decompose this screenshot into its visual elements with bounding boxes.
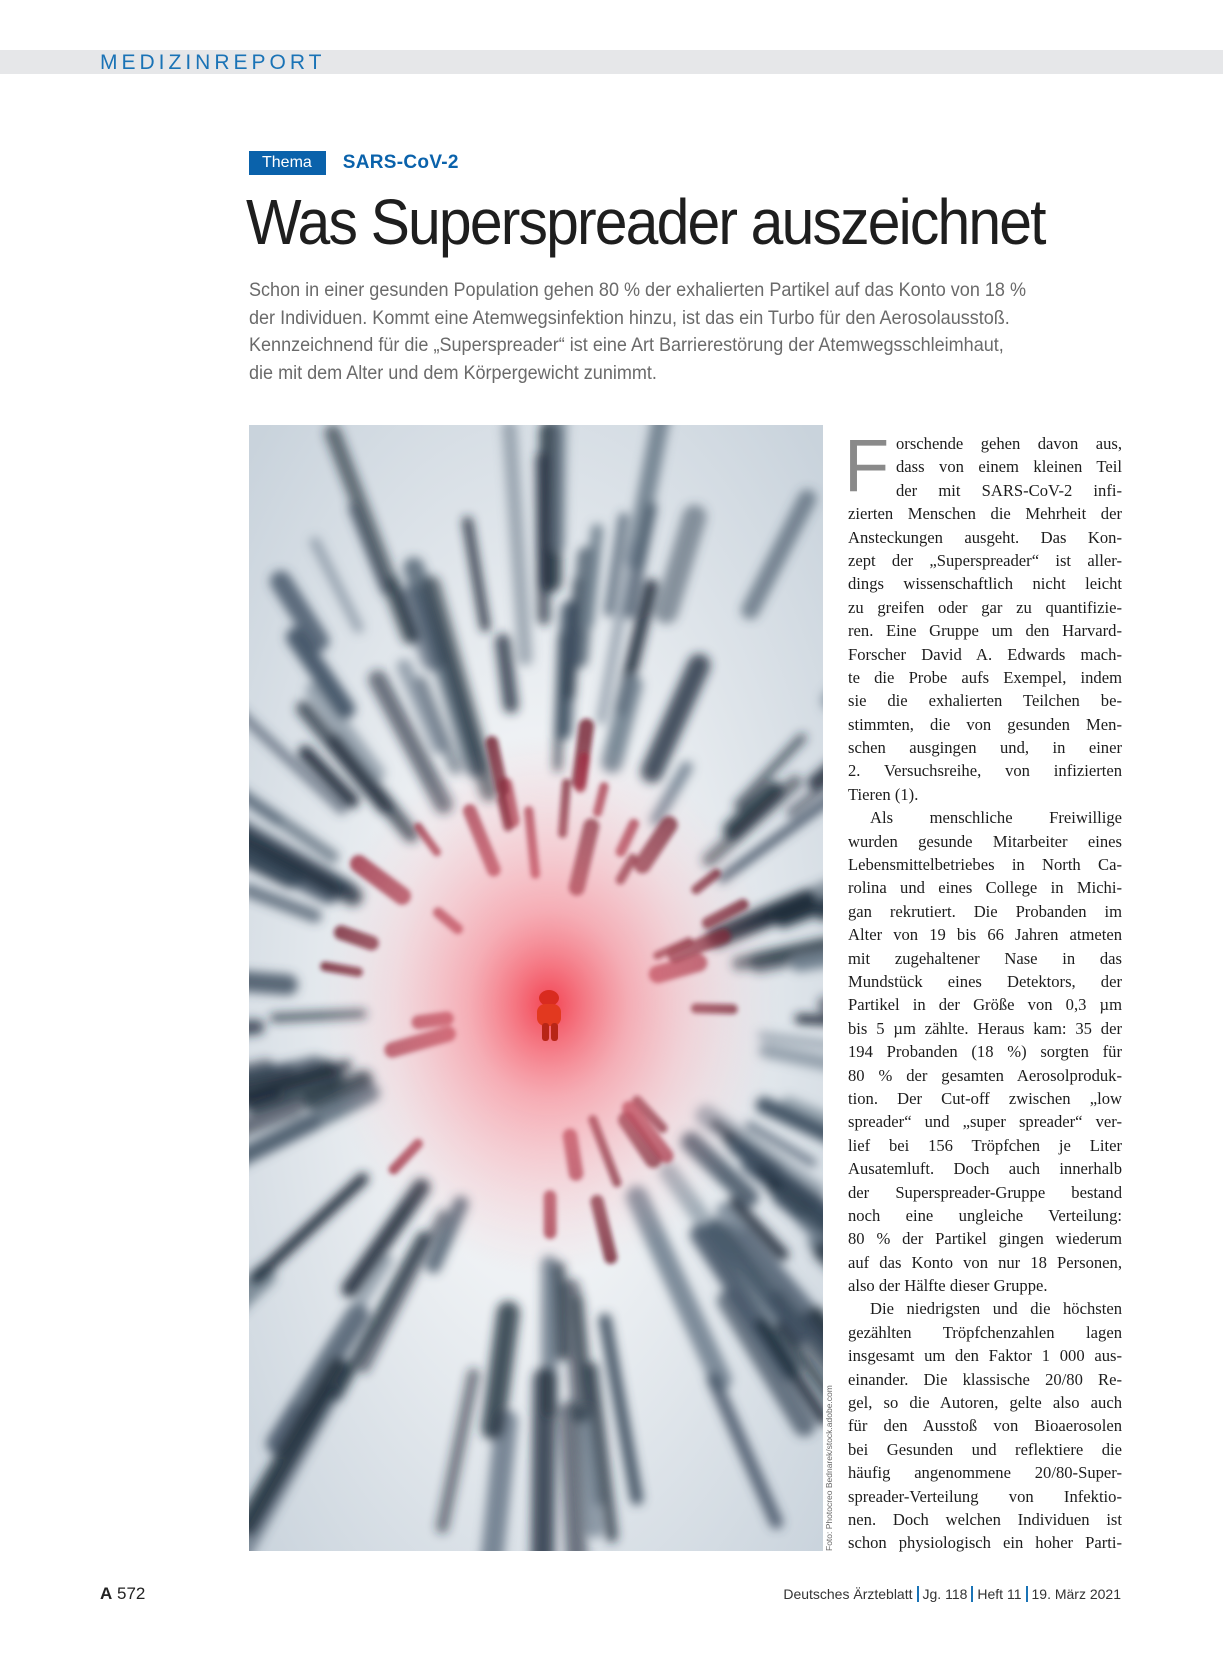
body-line: für den Ausstoß von Bioaerosolen [848,1416,1122,1436]
body-line: gezählten Tröpfchenzahlen lagen [848,1322,1122,1342]
article-lead [249,277,1067,388]
article-photo [249,425,823,1551]
body-line: sie die exhalierten Teilchen be- [848,691,1122,711]
journal-volume: Jg. 118 [922,1586,968,1602]
body-line: also der Hälfte dieser Gruppe. [848,1276,1048,1296]
separator [971,1586,973,1602]
lead-line: die mit dem Alter und dem Körpergewicht zunimmt. [249,362,657,385]
section-label: MEDIZINREPORT [100,51,326,74]
body-line: noch eine ungleiche Verteilung: [848,1205,1122,1225]
body-line: dass von einem kleinen Teil [896,457,1122,477]
body-line: einander. Die klassische 20/80 Re- [848,1369,1122,1389]
body-line: ren. Eine Gruppe um den Harvard- [848,621,1122,641]
body-line: Mundstück eines Detektors, der [848,971,1122,991]
body-line: zierten Menschen die Mehrheit der [848,504,1122,524]
body-line: auf das Konto von nur 18 Personen, [848,1252,1122,1272]
body-line: tion. Der Cut-off zwischen „low [848,1088,1122,1108]
body-line: mit zugehaltener Nase in das [848,948,1122,968]
body-line: Ansteckungen ausgeht. Das Kon- [848,527,1122,547]
body-line: bei Gesunden und reflektiere die [848,1439,1122,1459]
body-line: spreader“ und „super spreader“ ver- [848,1112,1122,1132]
crowd-motion-blur-image [249,425,823,1551]
body-line: Die niedrigsten und die höchsten [870,1299,1122,1319]
journal-issue: Heft 11 [977,1586,1022,1602]
body-line: orschende gehen davon aus, [896,434,1122,453]
body-line: Alter von 19 bis 66 Jahren atmeten [848,925,1122,945]
body-line: zept der „Superspreader“ ist aller- [848,550,1122,570]
body-line: gan rekrutiert. Die Probanden im [848,901,1122,921]
body-line: schen ausgingen und, in einer [848,738,1122,758]
body-line: stimmten, die von gesunden Men- [848,714,1122,734]
topic-label: SARS-CoV-2 [342,152,459,173]
body-line: bis 5 µm zählte. Heraus kam: 35 der [848,1018,1122,1038]
article-title: Was Superspreader auszeichnet [246,186,1045,258]
body-line: te die Probe aufs Exempel, indem [848,667,1122,687]
body-line: schon physiologisch ein hoher Parti- [848,1533,1122,1553]
topic-row [249,151,459,175]
image-credit: Foto: Photocreo Bednarek/stock.adobe.com [824,1385,834,1551]
lead-line: Schon in einer gesunden Population gehen 80 % der exhalierten Partikel auf das Konto von 18 % [249,279,1026,301]
journal-date: 19. März 2021 [1031,1586,1121,1602]
body-line: Partikel in der Größe von 0,3 µm [848,995,1122,1015]
journal-info [783,1586,1121,1602]
body-line: Lebensmittelbetriebes in North Ca- [848,855,1122,875]
separator [917,1586,919,1602]
body-line: der Superspreader-Gruppe bestand [848,1182,1122,1202]
body-line: 194 Probanden (18 %) sorgten für [848,1042,1122,1062]
body-line: 80 % der gesamten Aerosolproduk- [848,1065,1122,1085]
body-line: der mit SARS-CoV-2 infi- [896,480,1122,500]
body-line: lief bei 156 Tröpfchen je Liter [848,1135,1122,1155]
body-line: Als menschliche Freiwillige [870,808,1122,828]
body-line: Ausatemluft. Doch auch innerhalb [848,1159,1122,1179]
body-line: wurden gesunde Mitarbeiter eines [848,831,1122,851]
body-line: dings wissenschaftlich nicht leicht [848,574,1122,594]
page-prefix: A [100,1584,113,1603]
body-line: insgesamt um den Faktor 1 000 aus- [848,1346,1122,1366]
body-line: Tieren (1). [848,784,919,804]
page-number-value: 572 [117,1584,146,1603]
drop-cap: F [844,424,890,507]
lead-line: Kennzeichnend für die „Superspreader“ ist eine Art Barrierestörung der Atemwegsschleimhaut, [249,334,1004,357]
body-line: 2. Versuchsreihe, von infizierten [848,761,1122,781]
body-line: häufig angenommene 20/80-Super- [848,1463,1122,1483]
article-body [848,432,1122,1555]
page-number [100,1584,145,1604]
thema-badge: Thema [249,151,326,175]
body-line: nen. Doch welchen Individuen ist [848,1509,1122,1529]
body-line: zu greifen oder gar zu quantifizie- [848,597,1122,617]
body-line: rolina und eines College in Michi- [848,878,1122,898]
body-line: spreader-Verteilung von Infektio- [848,1486,1122,1506]
body-line: 80 % der Partikel gingen wiederum [848,1229,1122,1249]
separator [1026,1586,1028,1602]
journal-name: Deutsches Ärzteblatt [783,1586,913,1602]
body-line: gel, so die Autoren, gelte also auch [848,1393,1122,1413]
lead-line: der Individuen. Kommt eine Atemwegsinfektion hinzu, ist das ein Turbo für den Aerosolausstoß. [249,306,1010,329]
body-line: Forscher David A. Edwards mach- [848,644,1122,664]
